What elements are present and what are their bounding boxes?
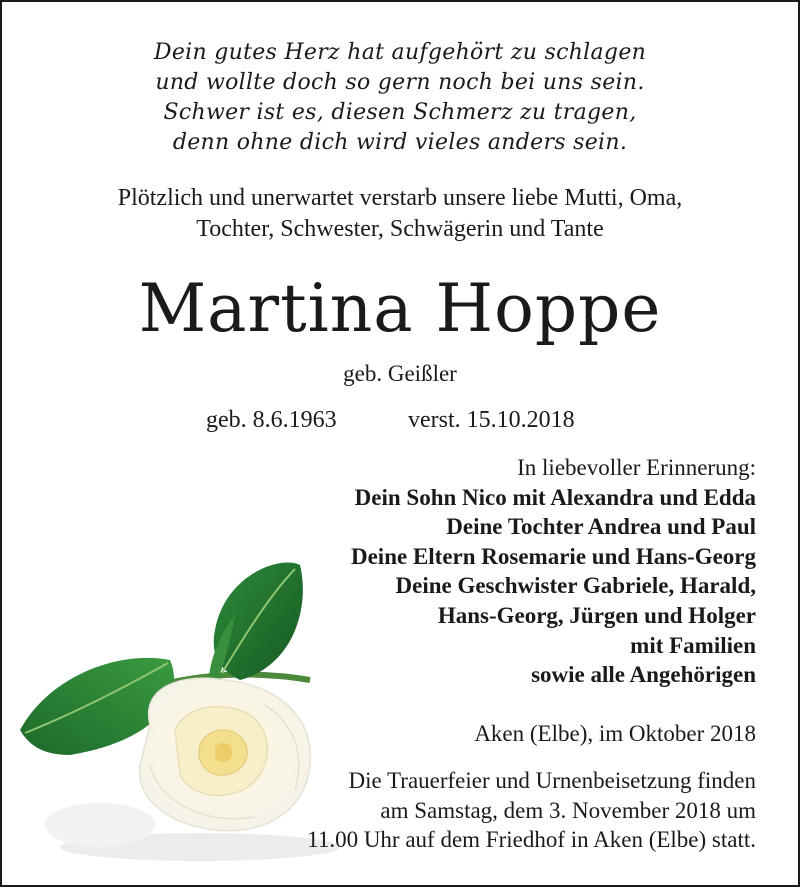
intro-line: Tochter, Schwester, Schwägerin und Tante [196,216,604,242]
mourner-line: sowie alle Angehörigen [531,662,756,688]
poem-line: Dein gutes Herz hat aufgehört zu schlagen [153,40,647,65]
mourners-heading: In liebevoller Erinnerung: [517,455,756,480]
poem-line: denn ohne dich wird vieles anders sein. [172,130,628,155]
poem-line: und wollte doch so gern noch bei uns sein. [155,70,645,95]
birth-name: geb. Geißler [343,361,457,386]
mourner-line: Dein Sohn Nico mit Alexandra und Edda [354,484,756,510]
mourner-line: Deine Tochter Andrea und Paul [446,514,756,540]
mourner-line: Hans-Georg, Jürgen und Holger [437,602,756,628]
intro-line: Plötzlich und unerwartet verstarb unsere liebe Mutti, Oma, [117,185,683,211]
mourner-line: Deine Eltern Rosemarie und Hans-Georg [350,543,756,569]
memorial-poem [0,38,800,158]
mourners-list [351,453,756,690]
birth-date: geb. 8.6.1963 [206,407,337,433]
place-and-date: Aken (Elbe), im Oktober 2018 [474,721,756,746]
service-line: am Samstag, dem 3. November 2018 um [380,797,756,823]
mourner-line: mit Familien [630,632,756,658]
funeral-service-info [307,766,756,855]
death-announcement [0,183,800,245]
mourner-line: Deine Geschwister Gabriele, Harald, [395,573,756,599]
death-date: verst. 15.10.2018 [408,407,575,433]
white-rose-image [10,555,350,875]
service-line: 11.00 Uhr auf dem Friedhof in Aken (Elbe) statt. [307,827,756,852]
service-line: Die Trauerfeier und Urnenbeisetzung finden [348,768,756,793]
poem-line: Schwer ist es, diesen Schmerz zu tragen, [163,100,637,125]
deceased-name: Martina Hoppe [138,270,662,347]
